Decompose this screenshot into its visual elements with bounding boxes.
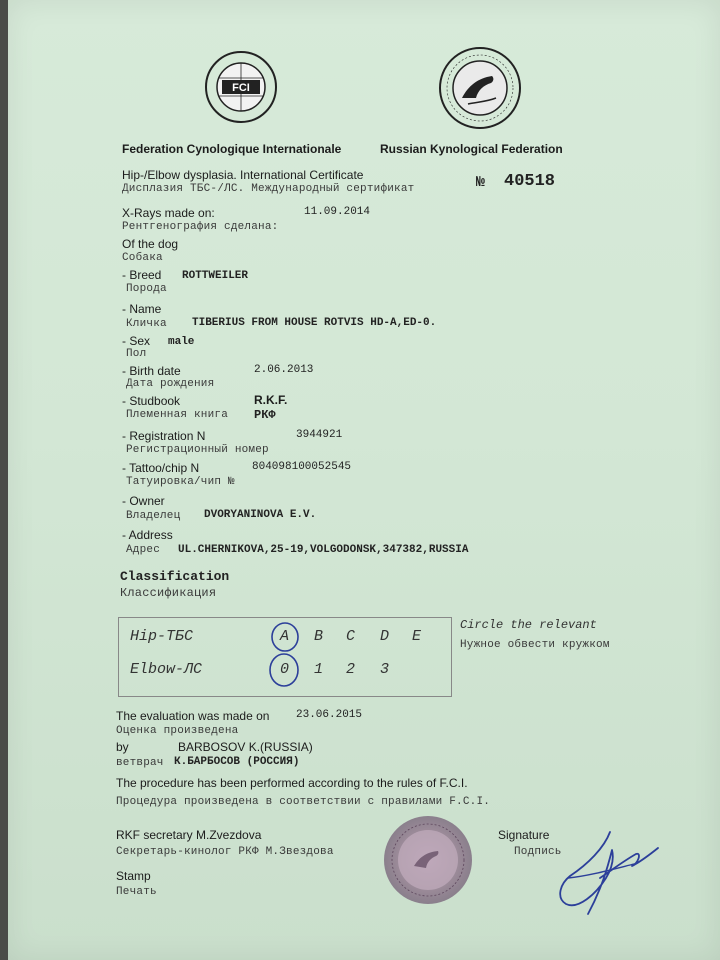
dog-heading-ru: Собака: [122, 252, 163, 264]
registration-value: 3944921: [296, 429, 343, 441]
hip-grade-b: B: [314, 628, 324, 645]
breed-value: ROTTWEILER: [182, 270, 249, 282]
rkf-stamp-icon: [382, 814, 474, 906]
fci-logo-icon: [204, 50, 278, 124]
tattoo-value: 804098100052545: [252, 461, 352, 473]
elbow-grade-1: 1: [314, 661, 324, 678]
elbow-grade-0: 0: [280, 661, 290, 678]
sex-label-en: - Sex: [122, 334, 151, 348]
registration-label-ru: Регистрационный номер: [126, 444, 269, 456]
classification-heading-en: Classification: [120, 569, 230, 584]
studbook-label-ru: Племенная книга: [126, 409, 229, 421]
signature-scribble-icon: [548, 818, 678, 928]
stamp-label-en: Stamp: [116, 869, 151, 883]
address-label-en: - Address: [122, 528, 173, 542]
evaluation-label-ru: Оценка произведена: [116, 725, 239, 737]
name-value: TIBERIUS FROM HOUSE ROTVIS HD-A,ED-0.: [192, 317, 437, 329]
owner-value: DVORYANINOVA E.V.: [204, 509, 317, 521]
breed-label-ru: Порода: [126, 283, 167, 295]
registration-label-en: - Registration N: [122, 429, 206, 443]
certificate-title-en: Hip-/Elbow dysplasia. International Certificate: [122, 168, 364, 182]
vet-name-ru: К.БАРБОСОВ (РОССИЯ): [174, 756, 300, 768]
address-value: UL.CHERNIKOVA,25-19,VOLGODONSK,347382,RUSSIA: [178, 544, 469, 556]
dog-heading-en: Of the dog: [122, 237, 179, 251]
stamp-label-ru: Печать: [116, 886, 157, 898]
circle-note-ru: Нужное обвести кружком: [460, 639, 610, 651]
certificate-paper: [8, 0, 720, 960]
circle-note-en: Circle the relevant: [460, 618, 597, 632]
hip-grade-e: E: [412, 628, 422, 645]
secretary-ru: Секретарь-кинолог РКФ М.Звездова: [116, 846, 334, 858]
evaluation-by-ru: ветврач: [116, 757, 164, 769]
evaluation-date: 23.06.2015: [296, 709, 363, 721]
birth-label-ru: Дата рождения: [126, 378, 215, 390]
hip-label: Hip-ТБС: [130, 628, 194, 645]
name-label-en: - Name: [122, 302, 162, 316]
breed-label-en: - Breed: [122, 268, 162, 282]
birth-value: 2.06.2013: [254, 364, 314, 376]
evaluation-by-en: by: [116, 740, 129, 754]
procedure-en: The procedure has been performed according to the rules of F.C.I.: [116, 776, 468, 790]
signature-label-en: Signature: [498, 828, 550, 842]
tattoo-label-ru: Татуировка/чип №: [126, 476, 235, 488]
sex-value: male: [168, 336, 195, 348]
evaluation-label-en: The evaluation was made on: [116, 709, 270, 723]
rkf-org-title: Russian Kynological Federation: [380, 142, 563, 156]
hip-grade-c: C: [346, 628, 356, 645]
name-label-ru: Кличка: [126, 318, 167, 330]
certificate-number: 40518: [504, 172, 556, 191]
vet-name-en: BARBOSOV K.(RUSSIA): [178, 740, 313, 754]
signature-label-ru: Подпись: [514, 846, 562, 858]
elbow-grade-2: 2: [346, 661, 356, 678]
secretary-en: RKF secretary M.Zvezdova: [116, 828, 262, 842]
xray-date: 11.09.2014: [304, 206, 371, 218]
studbook-label-en: - Studbook: [122, 394, 181, 408]
fci-logo-text: FCI: [232, 82, 250, 94]
classification-heading-ru: Классификация: [120, 586, 217, 600]
elbow-label: Elbow-ЛС: [130, 661, 203, 678]
certificate-number-label: №: [476, 174, 486, 191]
owner-label-ru: Владелец: [126, 510, 181, 522]
address-label-ru: Адрес: [126, 544, 161, 556]
certificate-title-ru: Дисплазия ТБС-/ЛС. Международный сертификат: [122, 183, 415, 195]
hip-grade-a: A: [280, 628, 290, 645]
xray-label-ru: Рентгенография сделана:: [122, 221, 279, 233]
studbook-value: R.K.F.: [254, 393, 288, 407]
studbook-value-ru: РКФ: [254, 408, 276, 422]
selected-elbow-circle: [266, 651, 302, 689]
xray-label-en: X-Rays made on:: [122, 206, 215, 220]
fci-org-title: Federation Cynologique Internationale: [122, 142, 342, 156]
owner-label-en: - Owner: [122, 494, 165, 508]
tattoo-label-en: - Tattoo/chip N: [122, 461, 200, 475]
birth-label-en: - Birth date: [122, 364, 181, 378]
selected-hip-circle: [268, 620, 302, 654]
hip-grade-d: D: [380, 628, 390, 645]
rkf-logo-icon: [438, 46, 522, 130]
procedure-ru: Процедура произведена в соответствии с правилами F.C.I.: [116, 796, 491, 808]
elbow-grade-3: 3: [380, 661, 390, 678]
sex-label-ru: Пол: [126, 348, 147, 360]
